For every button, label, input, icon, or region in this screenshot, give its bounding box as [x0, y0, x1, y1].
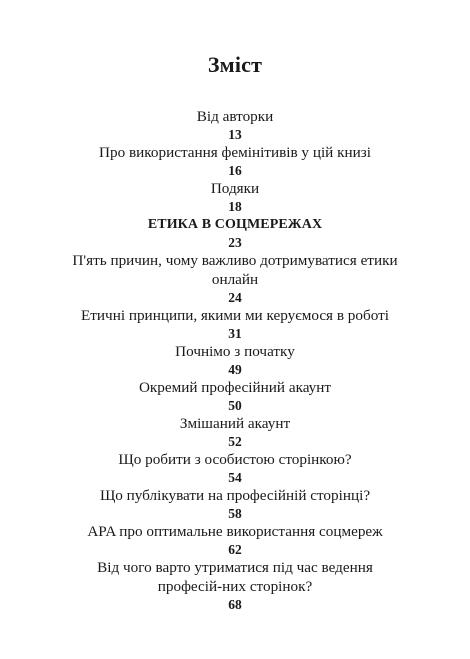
toc-entry-page: 50: [228, 398, 242, 413]
toc-entry-page: 58: [228, 506, 242, 521]
toc-entry-page: 49: [228, 362, 242, 377]
toc-item: [66, 215, 404, 251]
toc-entry-page: 18: [228, 199, 242, 214]
toc-entry-title: Від авторки: [196, 108, 274, 125]
toc-entry-page: 62: [228, 542, 242, 557]
toc-item: [66, 179, 404, 215]
toc-entry-title: Що робити з особистою сторінкою?: [118, 451, 352, 468]
toc-item: [66, 414, 404, 450]
toc-entry-page: 52: [228, 434, 242, 449]
toc-entry-title: П'ять причин, чому важливо дотримуватися етики онлайн: [72, 252, 398, 288]
toc-entry-title: Етичні принципи, якими ми керуємося в роботі: [81, 307, 389, 324]
toc-entry-title: Почнімо з початку: [175, 343, 295, 360]
toc-entry-page: 16: [228, 163, 242, 178]
toc-item: [66, 558, 404, 613]
toc-entry-page: 24: [228, 290, 242, 305]
toc-item: [66, 107, 404, 143]
toc-item: [66, 522, 404, 558]
toc-entry-title: Подяки: [210, 180, 260, 197]
toc-item: [66, 486, 404, 522]
toc-entry-title: APA про оптимальне використання соцмереж: [87, 523, 383, 540]
toc-entry-page: 68: [228, 597, 242, 612]
toc-entry-title: Окремий професійний акаунт: [138, 379, 332, 396]
toc-list: [66, 107, 404, 613]
toc-entry-title: Змішаний акаунт: [179, 415, 291, 432]
toc-title: Зміст: [207, 52, 263, 77]
toc-entry-title: Про використання фемінітивів у цій книзі: [99, 144, 371, 161]
toc-item: [66, 378, 404, 414]
toc-entry-page: 54: [228, 470, 242, 485]
toc-item: [66, 450, 404, 486]
toc-entry-page: 23: [228, 235, 242, 250]
toc-item: [66, 306, 404, 342]
toc-item: [66, 251, 404, 306]
toc-entry-title: Що публікувати на професійній сторінці?: [99, 487, 371, 504]
toc-section-heading: ЕТИКА В СОЦМЕРЕЖАХ: [147, 217, 323, 232]
toc-entry-title: Від чого варто утриматися під час ведення професій-них сторінок?: [97, 559, 373, 595]
toc-item: [66, 342, 404, 378]
toc-item: [66, 143, 404, 179]
toc-entry-page: 13: [228, 127, 242, 142]
toc-entry-page: 31: [228, 326, 242, 341]
